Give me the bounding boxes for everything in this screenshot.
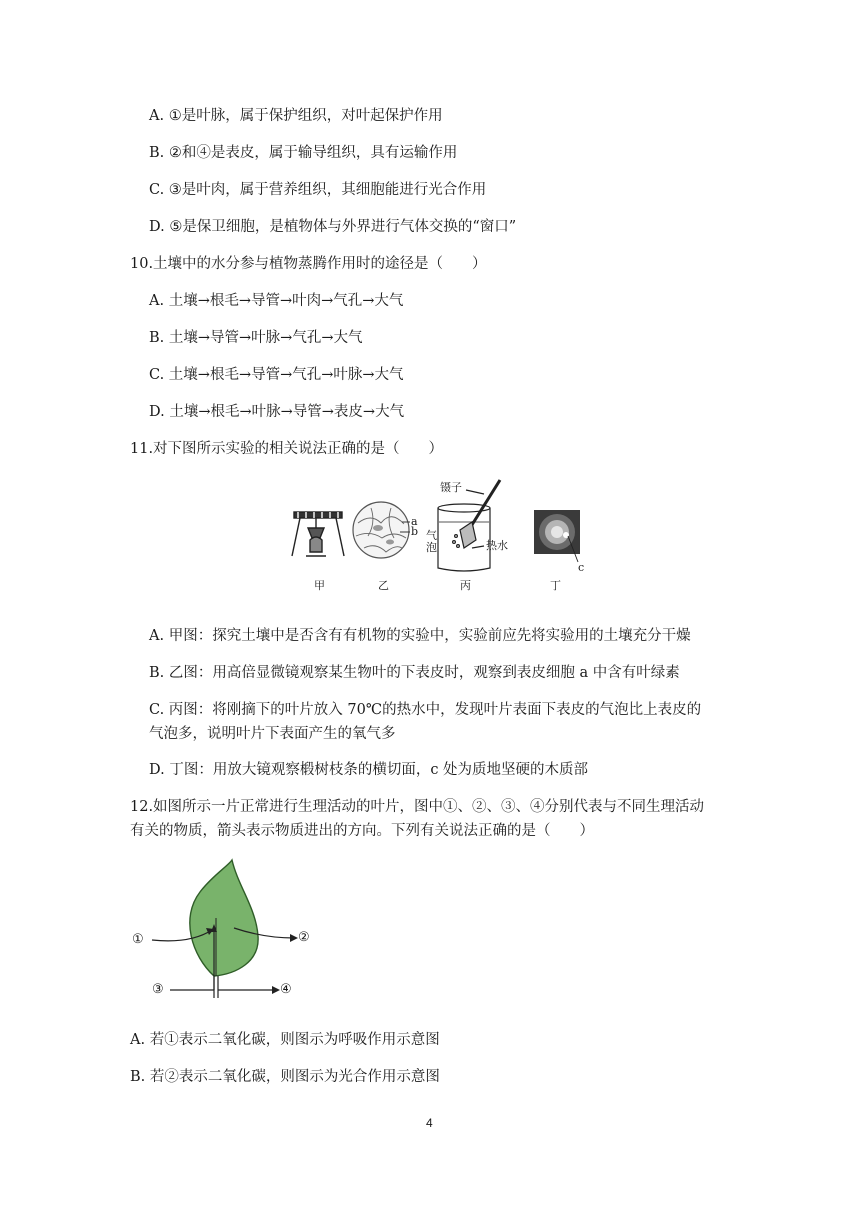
- label-c: c: [578, 561, 585, 574]
- q10-option-a: A. 土壤→根毛→导管→叶肉→气孔→大气: [149, 293, 404, 309]
- q12-leaf-figure: [130, 858, 330, 1008]
- jia-apparatus: [292, 512, 344, 556]
- q10-stem: 10.土壤中的水分参与植物蒸腾作用时的途径是（ ）: [130, 256, 487, 272]
- page-number: 4: [426, 1116, 433, 1130]
- marker-3: ③: [152, 982, 164, 997]
- q9-option-c: C. ③是叶肉，属于营养组织，其细胞能进行光合作用: [149, 182, 487, 198]
- q11-option-d: D. 丁图：用放大镜观察椴树枝条的横切面，c 处为质地坚硬的木质部: [149, 762, 589, 778]
- leaf-shape: [190, 860, 258, 976]
- q12-option-a: A. 若①表示二氧化碳，则图示为呼吸作用示意图: [130, 1032, 440, 1048]
- label-hot-water: 热水: [486, 539, 508, 552]
- q10-option-c: C. 土壤→根毛→导管→气孔→叶脉→大气: [149, 367, 404, 383]
- q9-option-a: A. ①是叶脉，属于保护组织，对叶起保护作用: [149, 108, 443, 124]
- q9-option-d: D. ⑤是保卫细胞，是植物体与外界进行气体交换的“窗口”: [149, 219, 517, 235]
- q12-option-b: B. 若②表示二氧化碳，则图示为光合作用示意图: [130, 1069, 440, 1085]
- caption-yi: 乙: [378, 579, 389, 592]
- caption-jia: 甲: [314, 579, 325, 592]
- ding-cross-section: [534, 510, 580, 562]
- q11-option-c-continued: 气泡多，说明叶片下表面产生的氧气多: [149, 726, 396, 742]
- q10-option-b: B. 土壤→导管→叶脉→气孔→大气: [149, 330, 363, 346]
- label-a: a: [411, 515, 418, 528]
- q11-option-b: B. 乙图：用高倍显微镜观察某生物叶的下表皮时，观察到表皮细胞 a 中含有叶绿素: [149, 665, 680, 681]
- q12-stem-line2: 有关的物质，箭头表示物质进出的方向。下列有关说法正确的是（ ）: [130, 823, 594, 839]
- q10-option-d: D. 土壤→根毛→叶脉→导管→表皮→大气: [149, 404, 405, 420]
- caption-ding: 丁: [550, 579, 561, 592]
- q11-stem: 11.对下图所示实验的相关说法正确的是（ ）: [130, 441, 444, 457]
- marker-4: ④: [280, 982, 292, 997]
- label-bubble-2: 泡: [426, 541, 437, 554]
- marker-1: ①: [132, 932, 144, 947]
- label-tweezers: 镊子: [440, 481, 462, 494]
- q9-option-b: B. ②和④是表皮，属于输导组织，具有运输作用: [149, 145, 458, 161]
- label-b: b: [411, 525, 419, 538]
- label-bubble-1: 气: [426, 529, 437, 542]
- caption-bing: 丙: [460, 579, 471, 592]
- q11-option-a: A. 甲图：探究土壤中是否含有有机物的实验中，实验前应先将实验用的土壤充分干燥: [149, 628, 691, 644]
- marker-2: ②: [298, 930, 310, 945]
- q11-option-c: C. 丙图：将刚摘下的叶片放入 70℃的热水中，发现叶片表面下表皮的气泡比上表皮的: [149, 702, 702, 718]
- yi-cells: [353, 502, 410, 558]
- q12-stem-line1: 12.如图所示一片正常进行生理活动的叶片，图中①、②、③、④分别代表与不同生理活动: [130, 799, 705, 815]
- q11-experiment-figure: [286, 478, 596, 598]
